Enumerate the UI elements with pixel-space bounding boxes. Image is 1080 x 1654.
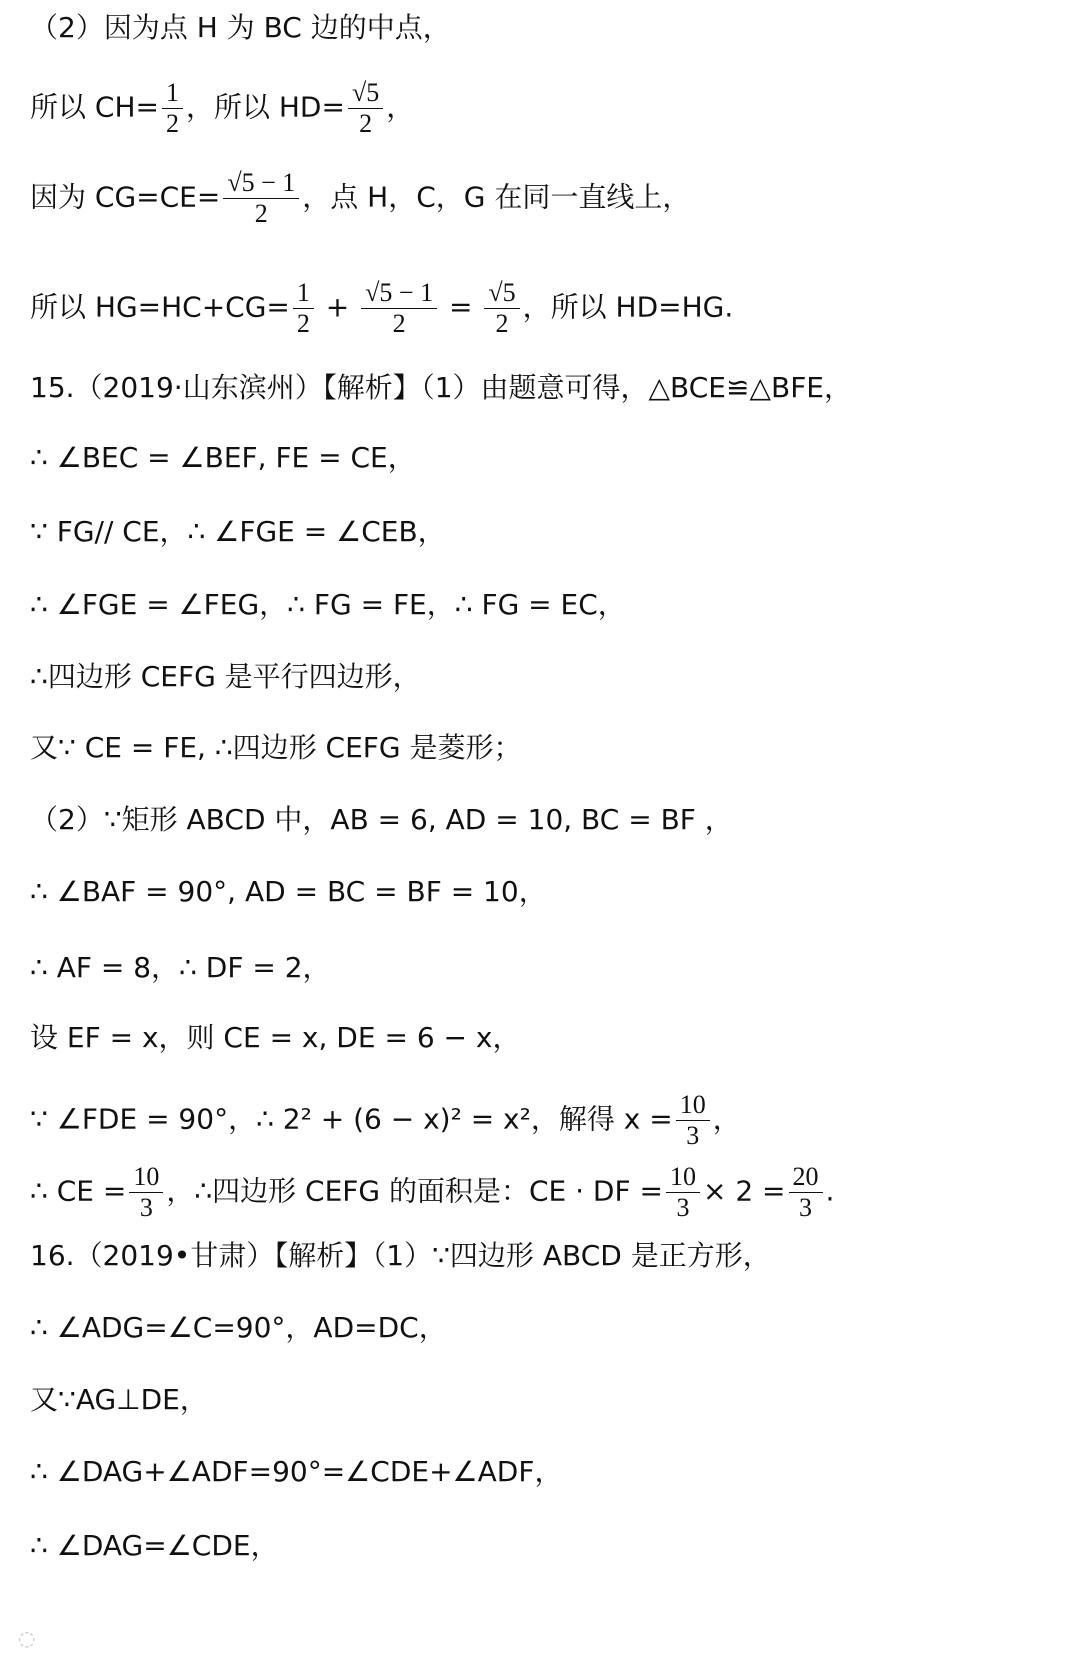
text-line: （2）∵矩形 ABCD 中，AB = 6, AD = 10, BC = BF ， (30, 803, 733, 836)
text: ， (386, 90, 415, 124)
fraction: $\frac{1}{2}$ (293, 278, 314, 339)
text-line: 又∵AG⊥DE， (30, 1383, 208, 1416)
fraction: $\frac{20}{3}$ (789, 1162, 823, 1223)
text-line: ∴ ∠ADG=∠C=90°，AD=DC， (30, 1311, 447, 1344)
text-line: ∵ FG// CE，∴ ∠FGE = ∠CEB， (30, 515, 446, 548)
text: . (825, 1174, 835, 1208)
text-line: ∴ ∠DAG=∠CDE， (30, 1529, 279, 1562)
fraction: $\frac{10}{3}$ (666, 1162, 700, 1223)
plus: + (316, 290, 359, 324)
fraction: $\frac{√5}{2}$ (348, 78, 383, 139)
text: ，所以 HD= (185, 90, 345, 124)
text: × 2 = (702, 1174, 786, 1208)
text: 所以 HG=HC+CG= (30, 290, 290, 324)
text: ∵ ∠FDE = 90°，∴ 2² + (6 − x)² = x²，解得 x = (30, 1102, 673, 1136)
text: ， (712, 1102, 741, 1136)
text: ，点 H，C，G 在同一直线上， (302, 180, 691, 214)
watermark-logo: ◌ (18, 1626, 36, 1650)
fraction: $\frac{10}{3}$ (129, 1162, 163, 1223)
text-line: 设 EF = x，则 CE = x, DE = 6 − x， (30, 1021, 521, 1054)
text-line: ∴ ∠FGE = ∠FEG，∴ FG = FE，∴ FG = EC， (30, 588, 626, 621)
text-line-with-fractions (30, 1162, 1050, 1223)
text: ，∴四边形 CEFG 的面积是：CE · DF = (166, 1174, 663, 1208)
text-line: （2）因为点 H 为 BC 边的中点， (30, 11, 451, 44)
fraction: $\frac{√5 - 1}{2}$ (361, 278, 437, 339)
equals: = (440, 290, 482, 324)
text-line-with-fractions (30, 78, 1050, 139)
text-line: ∴ ∠DAG+∠ADF=90°=∠CDE+∠ADF， (30, 1455, 563, 1488)
fraction: $\frac{1}{2}$ (162, 78, 183, 139)
text: ∴ CE = (30, 1174, 127, 1208)
fraction: $\frac{10}{3}$ (676, 1090, 710, 1151)
section-heading-16: 16.（2019•甘肃）【解析】（1）∵四边形 ABCD 是正方形， (30, 1239, 771, 1272)
text: 所以 CH= (30, 90, 159, 124)
text: 因为 CG=CE= (30, 180, 221, 214)
text-line: ∴四边形 CEFG 是平行四边形， (30, 660, 421, 693)
fraction: $\frac{√5}{2}$ (484, 278, 519, 339)
text: ，所以 HD=HG. (522, 290, 734, 324)
text-line: ∴ AF = 8，∴ DF = 2， (30, 951, 331, 984)
text-line-with-fractions (30, 168, 1050, 229)
text-line-with-fractions (30, 278, 1050, 339)
text-line: ∴ ∠BAF = 90°, AD = BC = BF = 10， (30, 875, 547, 908)
section-heading-15: 15.（2019·山东滨州）【解析】（1）由题意可得，△BCE≌△BFE， (30, 371, 852, 404)
text-line: ∴ ∠BEC = ∠BEF, FE = CE， (30, 441, 416, 474)
text-line: 又∵ CE = FE, ∴四边形 CEFG 是菱形； (30, 731, 522, 764)
fraction: $\frac{√5 - 1}{2}$ (223, 168, 299, 229)
text-line-with-fractions (30, 1090, 1050, 1151)
